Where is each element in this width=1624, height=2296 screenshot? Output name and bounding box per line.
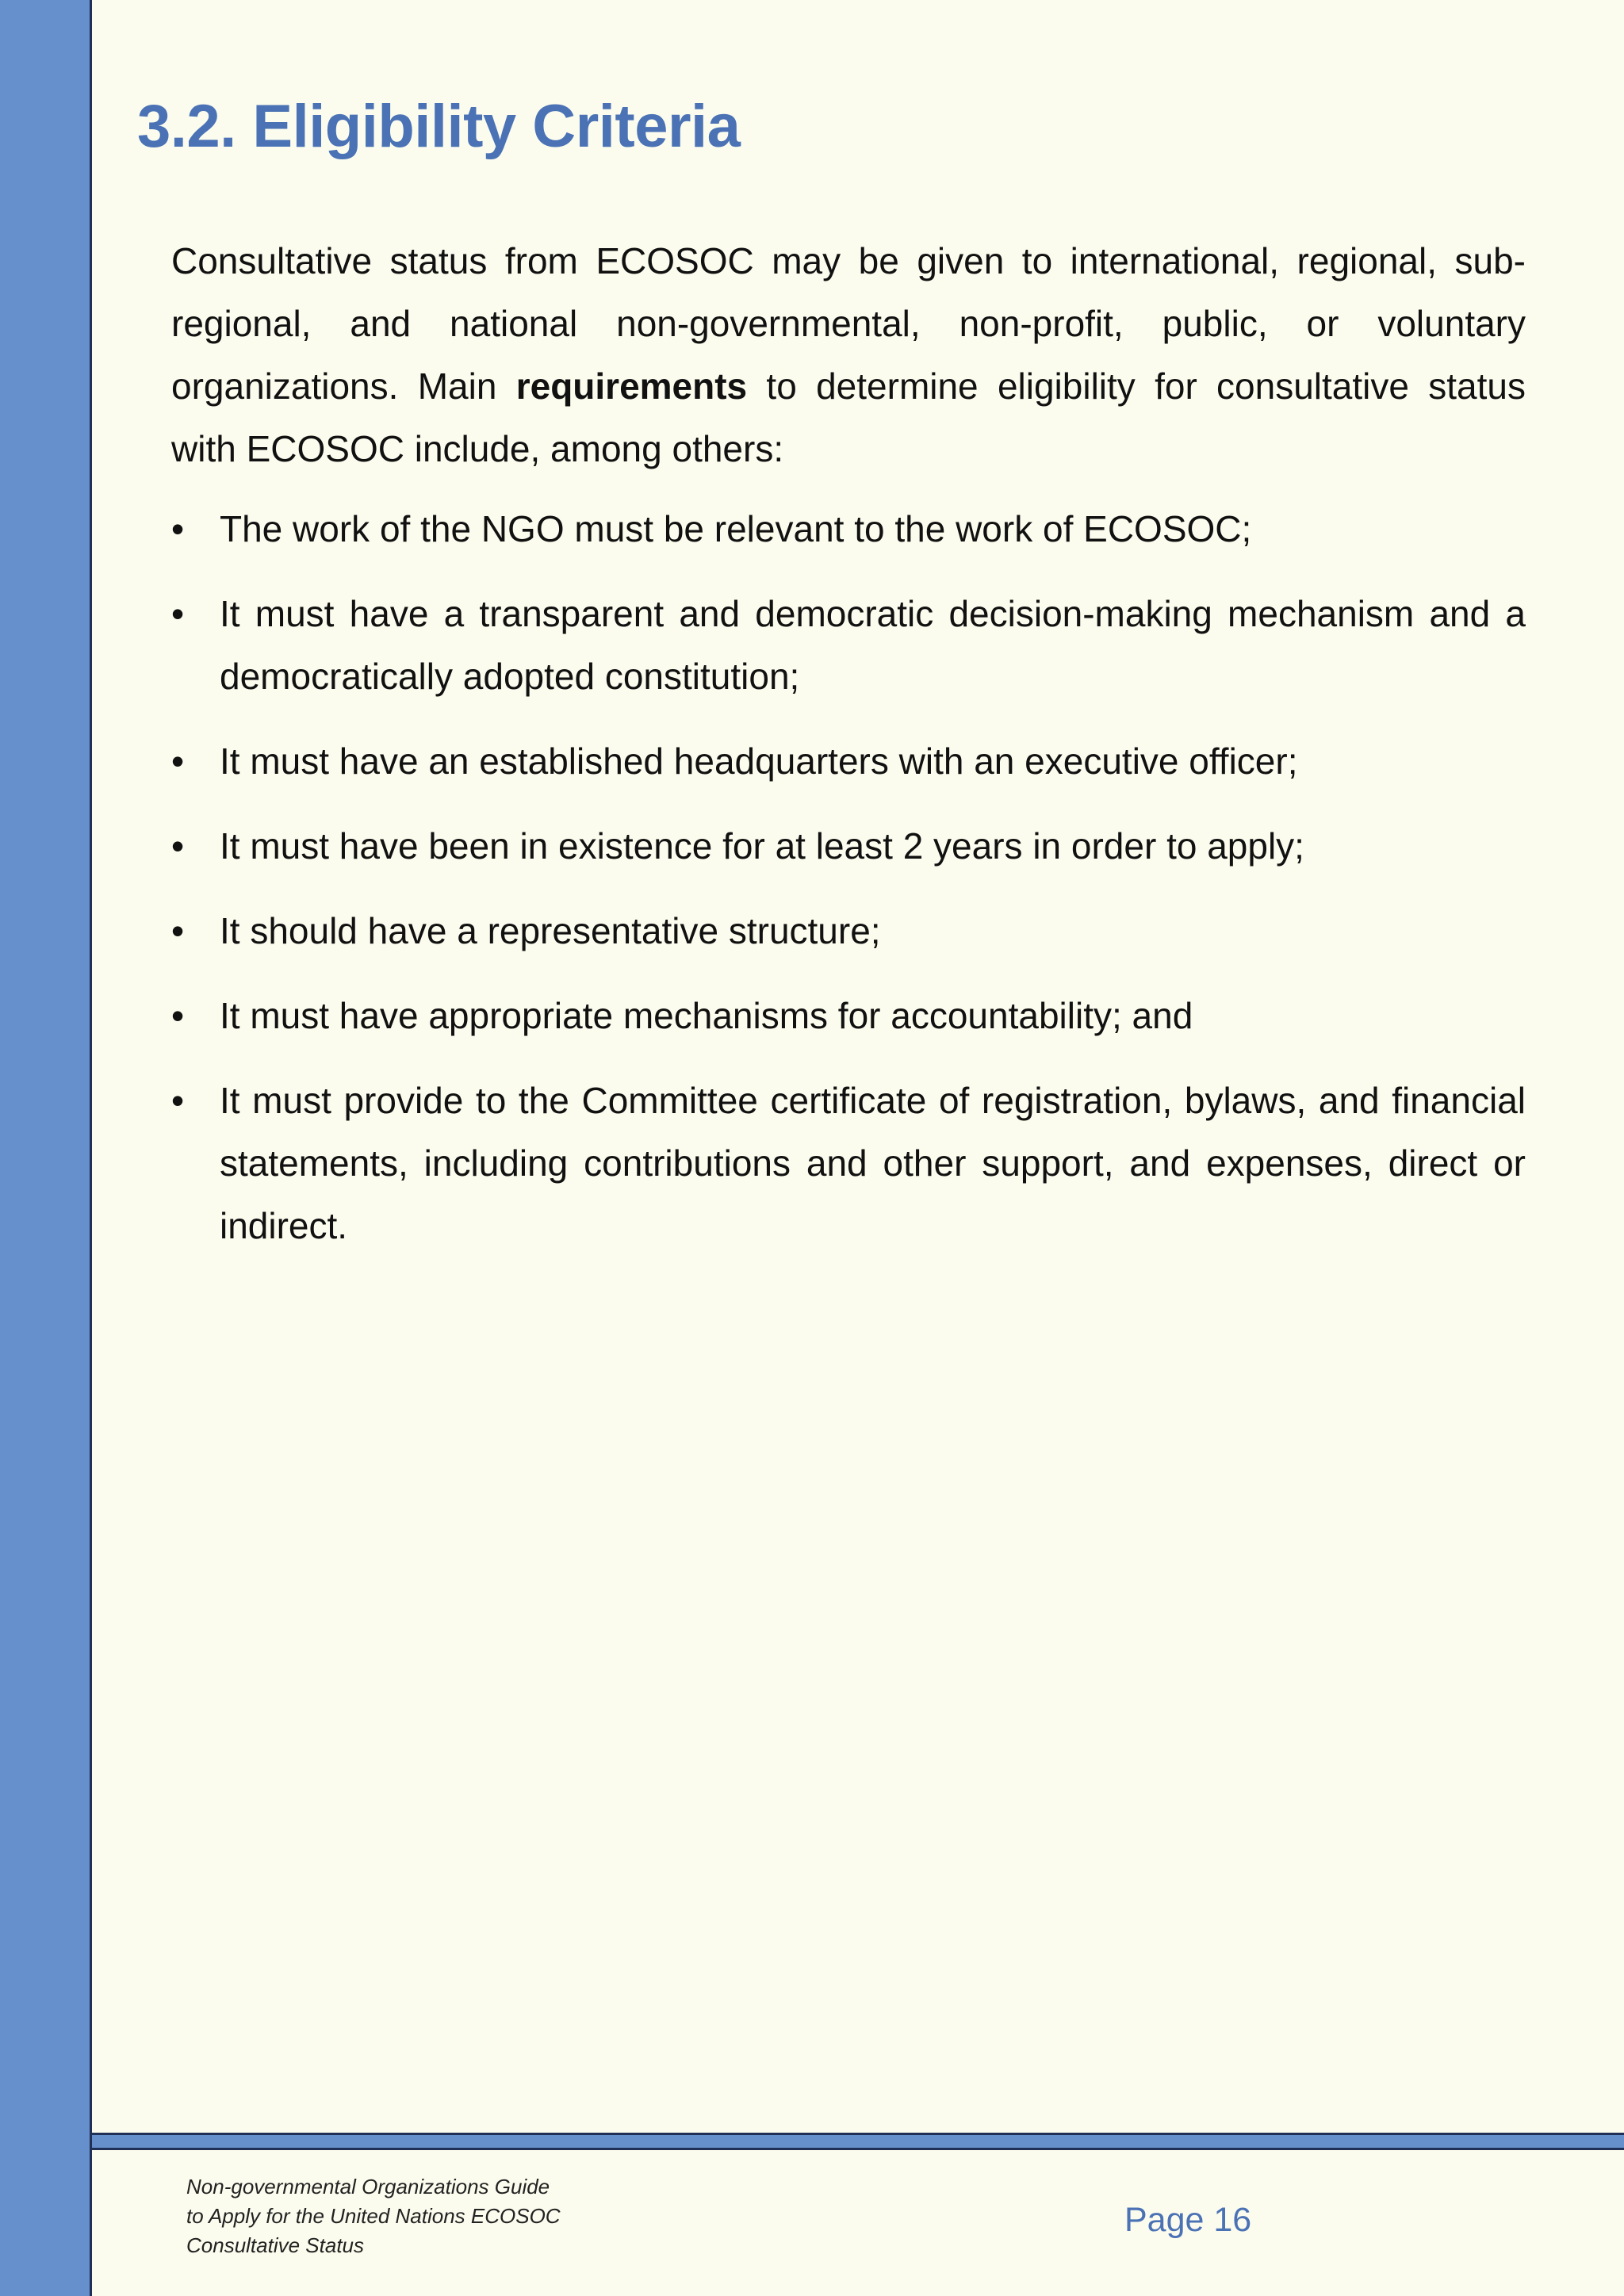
intro-text-start: Consultative status from ECOSOC may be given to international, regional, sub-regional, and national non-governmental, non-profit, public, or voluntary organizations. Main <box>171 240 1526 407</box>
bullet-icon: • <box>171 910 185 951</box>
criteria-item-text: It must have an established headquarters with an executive officer; <box>220 740 1298 782</box>
bullet-icon: • <box>171 825 185 867</box>
criteria-item <box>171 583 1526 708</box>
criteria-item <box>171 498 1526 561</box>
footer-guide-line: Non-governmental Organizations Guide <box>186 2175 550 2198</box>
bullet-icon: • <box>171 740 185 782</box>
criteria-item-text: The work of the NGO must be relevant to the work of ECOSOC; <box>220 508 1252 549</box>
section-heading: 3.2. Eligibility Criteria <box>137 93 741 160</box>
intro-bold-term: requirements <box>515 365 748 407</box>
footer-guide-title <box>186 2172 662 2260</box>
bullet-icon: • <box>171 508 185 549</box>
criteria-item-text: It must have a transparent and democratic decision-making mechanism and a democratically adopted constitution; <box>220 593 1526 697</box>
criteria-item-text: It must provide to the Committee certificate of registration, bylaws, and financial statements, including contributions and other support, and expenses, direct or indirect. <box>220 1080 1526 1246</box>
intro-text-end: to determine eligibility for consultative status with ECOSOC include, among others: <box>171 365 1526 469</box>
criteria-item <box>171 985 1526 1047</box>
footer-guide-line: Consultative Status <box>186 2233 365 2257</box>
criteria-item-text: It should have a representative structure; <box>220 910 881 951</box>
bullet-icon: • <box>171 1080 185 1121</box>
criteria-item-text: It must have appropriate mechanisms for accountability; and <box>220 995 1193 1036</box>
criteria-item <box>171 815 1526 878</box>
footer-guide-line: to Apply for the United Nations ECOSOC <box>186 2204 561 2228</box>
bullet-icon: • <box>171 593 185 634</box>
bullet-icon: • <box>171 995 185 1036</box>
page-number: Page 16 <box>1124 2201 1252 2239</box>
criteria-item <box>171 900 1526 962</box>
criteria-list <box>171 498 1526 1280</box>
criteria-item <box>171 730 1526 793</box>
criteria-item <box>171 1070 1526 1257</box>
criteria-item-text: It must have been in existence for at least 2 years in order to apply; <box>220 825 1304 867</box>
left-margin-bar <box>0 0 92 2296</box>
intro-paragraph <box>171 230 1526 480</box>
footer-rule <box>92 2133 1624 2150</box>
